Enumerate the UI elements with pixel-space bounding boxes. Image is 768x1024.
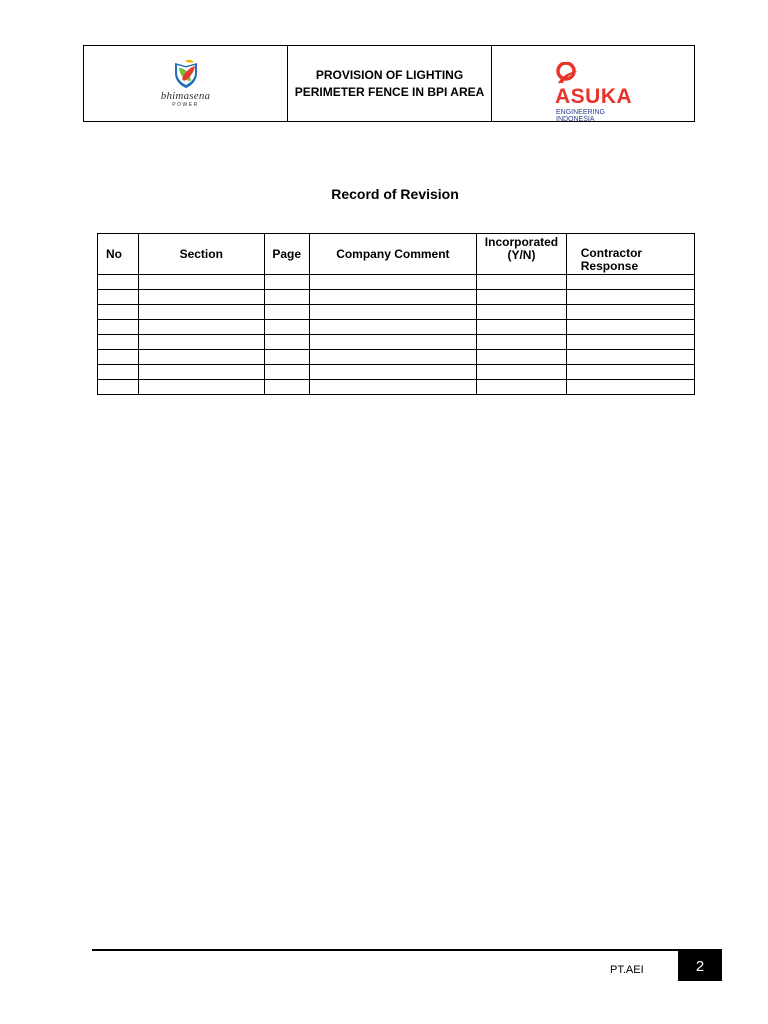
incorporated-line2: (Y/N)	[507, 248, 536, 262]
table-cell	[477, 320, 567, 335]
asuka-subtitle-1: ENGINEERING	[556, 108, 606, 116]
table-cell	[477, 305, 567, 320]
table-cell	[566, 365, 694, 380]
table-cell	[566, 275, 694, 290]
table-cell	[98, 365, 139, 380]
project-title-line2: PERIMETER FENCE IN BPI AREA	[294, 84, 485, 99]
col-header-incorporated	[477, 234, 567, 275]
document-title: Record of Revision	[331, 186, 459, 202]
revision-table	[97, 233, 695, 395]
table-cell	[309, 275, 477, 290]
table-row	[98, 320, 695, 335]
col-header-no: No	[98, 234, 139, 275]
col-header-contractor-response	[566, 234, 694, 275]
table-cell	[309, 335, 477, 350]
footer-organization: PT.AEI	[610, 964, 644, 976]
table-cell	[98, 320, 139, 335]
contractor-line1: Contractor	[580, 246, 643, 260]
table-row	[98, 290, 695, 305]
table-cell	[98, 350, 139, 365]
table-row	[98, 305, 695, 320]
shield-leaf-icon	[172, 59, 200, 89]
table-cell	[477, 365, 567, 380]
bhimasena-wordmark: bhimasena	[160, 90, 211, 102]
table-cell	[138, 305, 264, 320]
table-cell	[98, 275, 139, 290]
table-cell	[264, 320, 309, 335]
table-cell	[566, 380, 694, 395]
header-title-cell	[288, 46, 492, 121]
table-body	[98, 275, 695, 395]
table-row	[98, 380, 695, 395]
table-cell	[477, 290, 567, 305]
table-cell	[138, 350, 264, 365]
project-title-line1: PROVISION OF LIGHTING	[315, 67, 464, 82]
table-cell	[138, 380, 264, 395]
asuka-emblem-icon	[556, 62, 580, 84]
table-cell	[477, 380, 567, 395]
table-cell	[98, 380, 139, 395]
footer-divider	[92, 949, 722, 951]
contractor-line2: Response	[580, 259, 639, 273]
table-cell	[264, 275, 309, 290]
table-header-row	[98, 234, 695, 275]
table-row	[98, 350, 695, 365]
document-header	[83, 45, 695, 122]
col-header-company-comment: Company Comment	[309, 234, 477, 275]
table-cell	[309, 350, 477, 365]
table-cell	[264, 290, 309, 305]
table-cell	[477, 335, 567, 350]
table-row	[98, 365, 695, 380]
table-cell	[309, 365, 477, 380]
table-row	[98, 335, 695, 350]
header-left-logo-cell	[84, 46, 288, 121]
col-header-page: Page	[264, 234, 309, 275]
bhimasena-subtitle: POWER	[172, 102, 199, 108]
table-cell	[309, 320, 477, 335]
incorporated-line1: Incorporated	[484, 235, 559, 249]
table-cell	[477, 275, 567, 290]
table-cell	[264, 335, 309, 350]
table-cell	[138, 290, 264, 305]
table-cell	[566, 320, 694, 335]
table-cell	[309, 290, 477, 305]
table-cell	[566, 290, 694, 305]
table-row	[98, 275, 695, 290]
table-cell	[98, 335, 139, 350]
table-cell	[138, 275, 264, 290]
table-cell	[138, 320, 264, 335]
table-cell	[98, 305, 139, 320]
asuka-wordmark: ASUKA	[555, 84, 633, 108]
table-cell	[309, 380, 477, 395]
table-cell	[138, 335, 264, 350]
bhimasena-logo	[161, 59, 210, 108]
page-number: 2	[678, 951, 722, 981]
table-cell	[264, 305, 309, 320]
table-cell	[98, 290, 139, 305]
table-cell	[138, 365, 264, 380]
table-cell	[309, 305, 477, 320]
table-cell	[566, 305, 694, 320]
table-cell	[566, 335, 694, 350]
table-cell	[264, 365, 309, 380]
table-cell	[477, 350, 567, 365]
asuka-logo	[543, 52, 643, 123]
col-header-section: Section	[138, 234, 264, 275]
table-cell	[566, 350, 694, 365]
asuka-subtitle-2: INDONESIA	[556, 115, 595, 123]
table-cell	[264, 350, 309, 365]
table-cell	[264, 380, 309, 395]
header-right-logo-cell	[492, 46, 694, 121]
